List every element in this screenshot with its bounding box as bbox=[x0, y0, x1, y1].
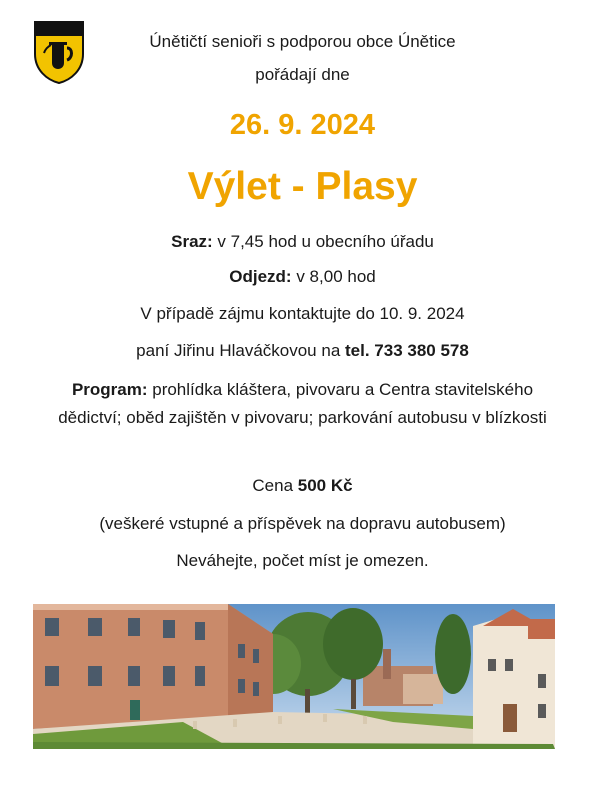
departure-info bbox=[0, 266, 605, 288]
contact-person-name: paní Jiřinu Hlaváčkovou na bbox=[136, 341, 345, 360]
price-value: 500 Kč bbox=[297, 476, 353, 495]
meeting-label: Sraz: bbox=[171, 232, 213, 251]
closing-note: Neváhejte, počet míst je omezen. bbox=[176, 551, 429, 570]
price-label: Cena bbox=[252, 476, 298, 495]
contact-deadline: V případě zájmu kontaktujte do 10. 9. 2024 bbox=[140, 304, 465, 323]
departure-value: v 8,00 hod bbox=[291, 267, 376, 286]
price-info bbox=[0, 475, 605, 497]
event-date: 26. 9. 2024 bbox=[229, 109, 376, 141]
price-note: (veškeré vstupné a příspěvek na dopravu autobusem) bbox=[99, 514, 506, 533]
organizer-line-2: pořádají dne bbox=[255, 65, 350, 84]
contact-phone: tel. 733 380 578 bbox=[345, 341, 469, 360]
meeting-info bbox=[0, 231, 605, 253]
departure-label: Odjezd: bbox=[229, 267, 292, 286]
event-title: Výlet - Plasy bbox=[187, 165, 418, 208]
program-label: Program: bbox=[71, 380, 148, 399]
program-info bbox=[40, 376, 565, 432]
contact-person bbox=[0, 340, 605, 362]
program-value: prohlídka kláštera, pivovaru a Centra stavitelského dědictví; oběd zajištěn v pivovaru; parkování autobusu v blízkosti bbox=[58, 380, 547, 427]
meeting-value: v 7,45 hod u obecního úřadu bbox=[212, 232, 434, 251]
plasy-courtyard-photo bbox=[33, 604, 555, 749]
organizer-line: Únětičtí senioři s podporou obce Únětice bbox=[149, 32, 456, 51]
